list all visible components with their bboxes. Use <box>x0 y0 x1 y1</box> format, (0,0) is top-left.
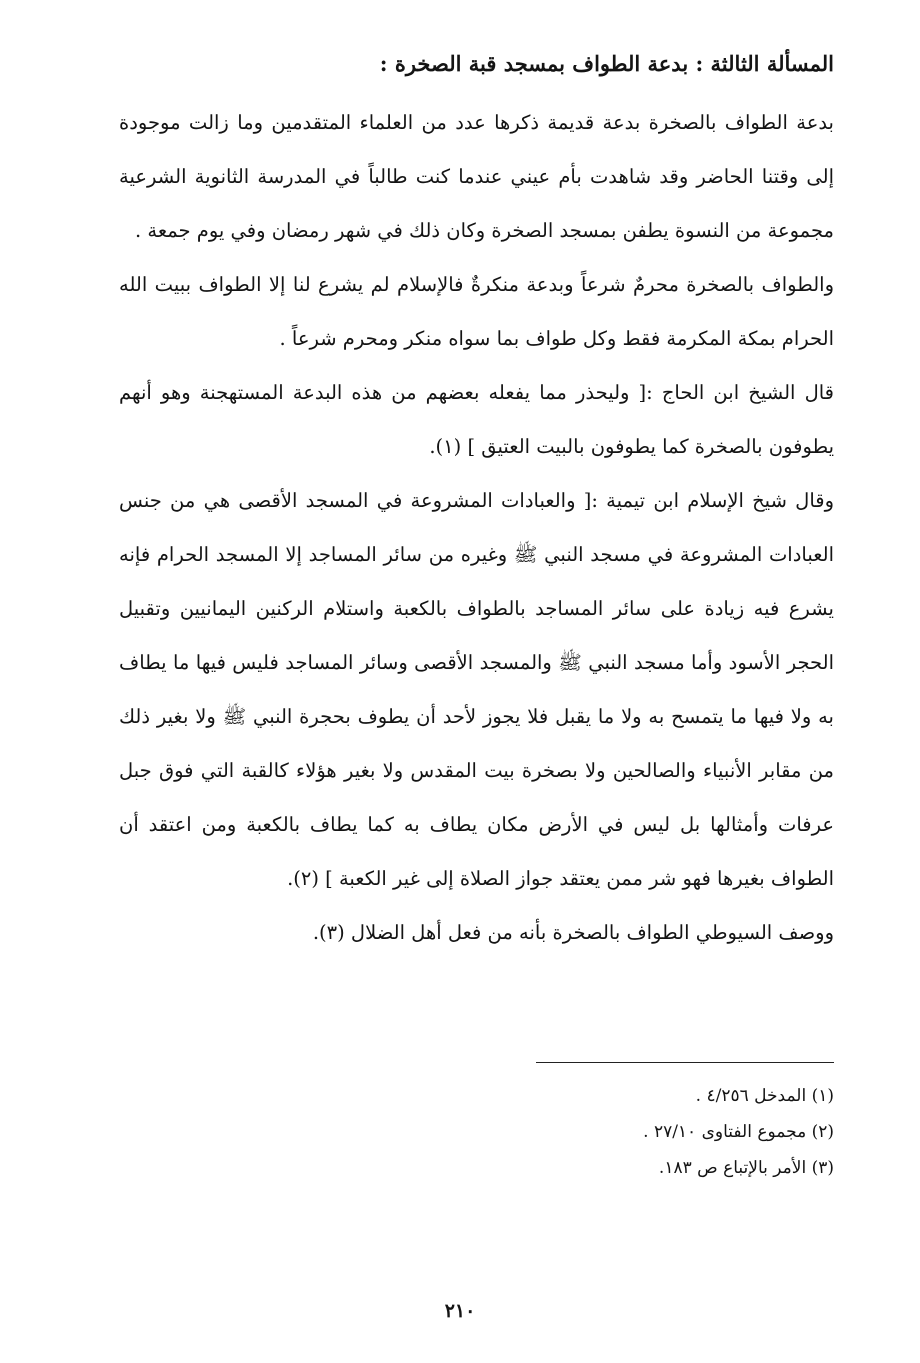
footnotes <box>334 1078 834 1186</box>
paragraph-ibn-taymiyyah-quote: وقال شيخ الإسلام ابن تيمية :[ والعبادات المشروعة في المسجد الأقصى هي من جنس العبادات المشروعة في مسجد النبي ﷺ وغيره من سائر المساجد إلا المسجد الحرام فإنه يشرع فيه زيادة على سائر المساجد بالطواف بالكعبة واستلام الركنين اليمانيين وتقبيل الحجر الأسود وأما مسجد النبي ﷺ والمسجد الأقصى وسائر المساجد فليس فيها ما يطاف به ولا فيها ما يتمسح به ولا ما يقبل فلا يجوز لأحد أن يطوف بحجرة النبي ﷺ ولا بغير ذلك من مقابر الأنبياء والصالحين ولا بصخرة بيت المقدس ولا بغير هؤلاء كالقبة التي فوق جبل عرفات وأمثالها بل ليس في الأرض مكان يطاف به كما يطاف بالكعبة ومن اعتقد أن الطواف بغيرها فهو شر ممن يعتقد جواز الصلاة إلى غير الكعبة ] (٢). <box>119 489 834 890</box>
footnote-1: (١) المدخل ٤/٢٥٦ . <box>695 1086 834 1106</box>
paragraph-tawaf-history: بدعة الطواف بالصخرة بدعة قديمة ذكرها عدد من العلماء المتقدمين وما زالت موجودة إلى وقتنا الحاضر وقد شاهدت بأم عيني عندما كنت طالباً في المدرسة الثانوية الشرعية مجموعة من النسوة يطفن بمسجد الصخرة وكان ذلك في شهر رمضان وفي يوم جمعة . <box>119 111 834 242</box>
section-heading: المسألة الثالثة : بدعة الطواف بمسجد قبة الصخرة : <box>379 51 834 76</box>
footnote-2: (٢) مجموع الفتاوى ٢٧/١٠ . <box>643 1122 834 1142</box>
page-number: ٢١٠ <box>444 1300 476 1322</box>
footnote-3: (٣) الأمر بالإتباع ص ١٨٣. <box>658 1158 834 1178</box>
body-text <box>119 96 834 960</box>
paragraph-tawaf-ruling: والطواف بالصخرة محرمٌ شرعاً وبدعة منكرةٌ فالإسلام لم يشرع لنا إلا الطواف ببيت الله الحرام بمكة المكرمة فقط وكل طواف بما سواه منكر ومحرم شرعاً . <box>119 273 834 350</box>
footnote-divider <box>536 1062 834 1063</box>
paragraph-ibn-al-hajj-quote: قال الشيخ ابن الحاج :[ وليحذر مما يفعله بعضهم من هذه البدعة المستهجنة وهو أنهم يطوفون بالصخرة كما يطوفون بالبيت العتيق ] (١). <box>119 381 834 458</box>
paragraph-suyuti: ووصف السيوطي الطواف بالصخرة بأنه من فعل أهل الضلال (٣). <box>312 921 834 944</box>
